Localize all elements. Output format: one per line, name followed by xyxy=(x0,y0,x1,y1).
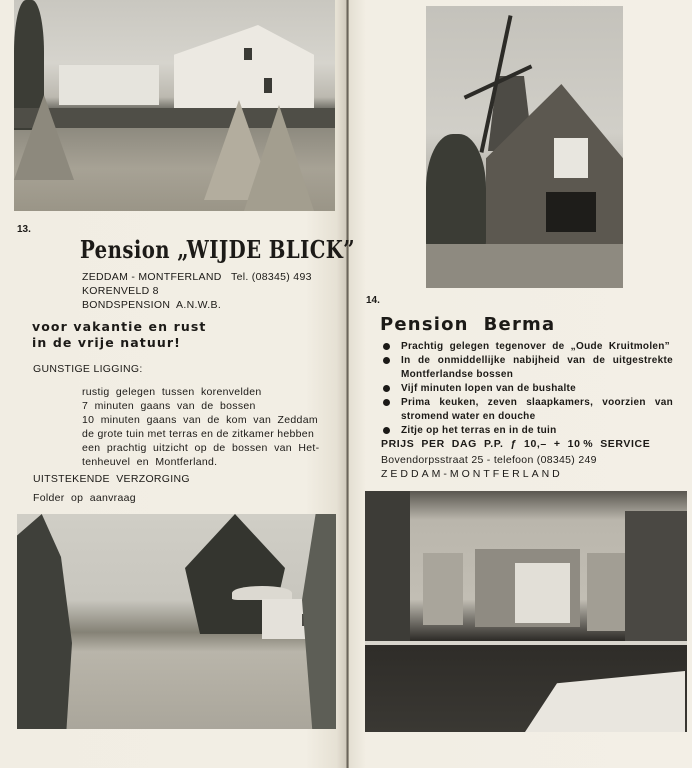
bullet-item: Prachtig gelegen tegenover de „Oude Kruitmolen” xyxy=(383,340,673,354)
city-line: ZEDDAM-MONTFERLAND xyxy=(381,468,563,480)
entry-number-13: 13. xyxy=(17,224,31,235)
address-line-3: BONDSPENSION A.N.W.B. xyxy=(82,299,222,311)
bullet-item: Prima keuken, zeven slaapkamers, voorzien van stromend water en douche xyxy=(383,396,673,424)
location-line: een prachtig uitzicht op de bossen van Het- xyxy=(82,442,320,454)
bullet-item: In de onmiddellijke nabijheid van de uitgestrekte Montferlandse bossen xyxy=(383,354,673,382)
location-line: tenheuvel en Montferland. xyxy=(82,456,218,468)
bullet-icon xyxy=(383,427,390,434)
slogan-line-2: in de vrije natuur! xyxy=(32,335,181,350)
photo-garden xyxy=(17,514,336,729)
section-heading-ligging: GUNSTIGE LIGGING: xyxy=(33,363,143,375)
photo-dining-room xyxy=(365,491,687,732)
location-line: de grote tuin met terras en de zitkamer hebben xyxy=(82,428,315,440)
bullet-item: Vijf minuten lopen van de bushalte xyxy=(383,382,673,396)
slogan-line-1: voor vakantie en rust xyxy=(32,319,207,334)
bullet-item: Zitje op het terras en in de tuin xyxy=(383,424,673,438)
page-fold xyxy=(346,0,349,768)
location-line: 10 minuten gaans van de kom van Zeddam xyxy=(82,414,318,426)
location-line: 7 minuten gaans van de bossen xyxy=(82,400,256,412)
pension-title-berma: Pension Berma xyxy=(380,314,556,335)
photo-farmhouse xyxy=(14,0,335,211)
bullet-icon xyxy=(383,357,390,364)
care-line: UITSTEKENDE VERZORGING xyxy=(33,473,190,485)
address-line: Bovendorpsstraat 25 - telefoon (08345) 249 xyxy=(381,454,597,466)
photo-windmill-house xyxy=(426,6,623,288)
price-line: PRIJS PER DAG P.P. ƒ 10,– + 10 % SERVICE xyxy=(381,438,651,450)
bullet-icon xyxy=(383,343,390,350)
pension-title-wijde-blick: Pension „WIJDE BLICK” xyxy=(80,235,356,264)
bullet-icon xyxy=(383,385,390,392)
address-line-1: ZEDDAM - MONTFERLAND Tel. (08345) 493 xyxy=(82,271,312,283)
address-line-2: KORENVELD 8 xyxy=(82,285,159,297)
bullet-icon xyxy=(383,399,390,406)
folder-line: Folder op aanvraag xyxy=(33,492,136,504)
location-line: rustig gelegen tussen korenvelden xyxy=(82,386,262,398)
entry-number-14: 14. xyxy=(366,295,380,306)
